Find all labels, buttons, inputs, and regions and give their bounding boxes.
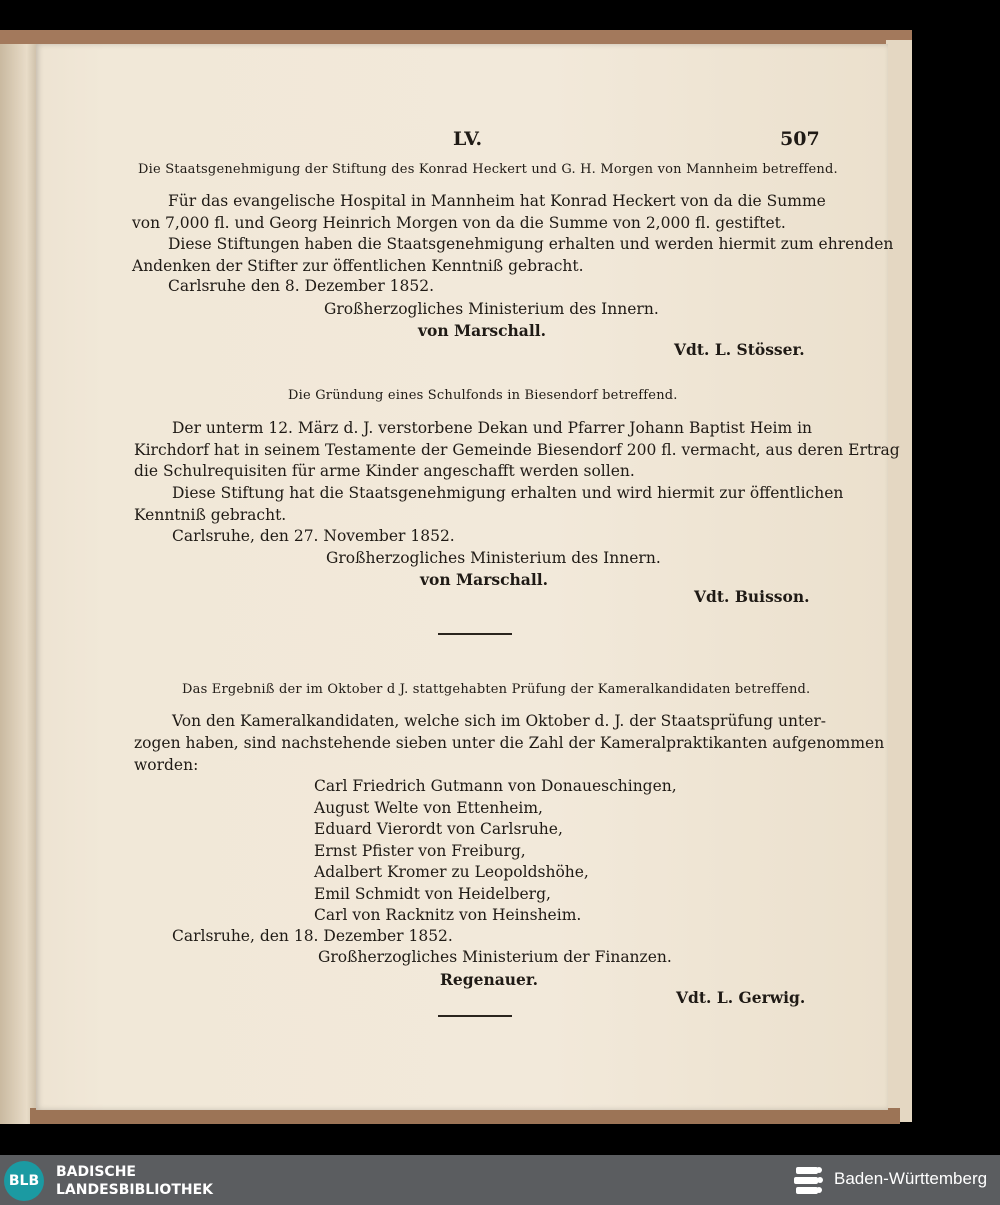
authority: Großherzogliches Ministerium des Innern. bbox=[324, 300, 659, 318]
section-divider bbox=[438, 1015, 512, 1017]
entry-title: Die Staatsgenehmigung der Stiftung des Konrad Heckert und G. H. Morgen von Mannheim betreffend. bbox=[138, 162, 838, 177]
vdt-signature: Vdt. L. Gerwig. bbox=[676, 988, 806, 1007]
footer-bar bbox=[0, 1155, 1000, 1205]
candidate-name: Carl Friedrich Gutmann von Donaueschingen, bbox=[314, 777, 677, 795]
lions-coat-of-arms-icon bbox=[790, 1163, 826, 1199]
vdt-signature: Vdt. L. Stösser. bbox=[674, 340, 805, 359]
book-cover-edge-bottom bbox=[30, 1108, 900, 1124]
page-stack-edge bbox=[886, 40, 912, 1122]
signer: Regenauer. bbox=[440, 970, 539, 989]
authority: Großherzogliches Ministerium des Innern. bbox=[326, 549, 661, 567]
paragraph-line: Diese Stiftungen haben die Staatsgenehmigung erhalten und werden hiermit zum ehrenden bbox=[168, 235, 894, 253]
place-date: Carlsruhe den 8. Dezember 1852. bbox=[168, 277, 435, 295]
paragraph-line: Für das evangelische Hospital in Mannheim hat Konrad Heckert von da die Summe bbox=[168, 192, 826, 210]
library-name-line2: LANDESBIBLIOTHEK bbox=[56, 1182, 214, 1198]
signer: von Marschall. bbox=[418, 321, 547, 340]
paragraph-line: Kirchdorf hat in seinem Testamente der Gemeinde Biesendorf 200 fl. vermacht, aus deren Ertrag bbox=[134, 441, 900, 459]
candidate-name: Ernst Pfister von Freiburg, bbox=[314, 842, 526, 860]
place-date: Carlsruhe, den 27. November 1852. bbox=[172, 527, 455, 545]
library-name bbox=[56, 1163, 213, 1199]
library-name-line1: BADISCHE bbox=[56, 1164, 136, 1180]
candidate-name: August Welte von Ettenheim, bbox=[314, 799, 543, 817]
paragraph-line: worden: bbox=[134, 756, 199, 774]
page-number: 507 bbox=[780, 128, 820, 150]
place-date: Carlsruhe, den 18. Dezember 1852. bbox=[172, 927, 453, 945]
state-name[interactable]: Baden-Württemberg bbox=[834, 1169, 988, 1188]
paragraph-line: Diese Stiftung hat die Staatsgenehmigung erhalten und wird hiermit zur öffentlichen bbox=[172, 484, 844, 502]
authority: Großherzogliches Ministerium der Finanzen. bbox=[318, 948, 672, 966]
entry-title: Die Gründung eines Schulfonds in Biesendorf betreffend. bbox=[288, 388, 678, 403]
candidate-name: Emil Schmidt von Heidelberg, bbox=[314, 885, 551, 903]
book-gutter bbox=[0, 44, 38, 1124]
candidate-name: Eduard Vierordt von Carlsruhe, bbox=[314, 820, 563, 838]
candidate-name: Carl von Racknitz von Heinsheim. bbox=[314, 906, 582, 924]
paragraph-line: zogen haben, sind nachstehende sieben unter die Zahl der Kameralpraktikanten aufgenommen bbox=[134, 734, 885, 752]
paragraph-line: Andenken der Stifter zur öffentlichen Kenntniß gebracht. bbox=[132, 257, 584, 275]
candidate-name: Adalbert Kromer zu Leopoldshöhe, bbox=[314, 863, 589, 881]
paragraph-line: Von den Kameralkandidaten, welche sich im Oktober d. J. der Staatsprüfung unter- bbox=[172, 712, 827, 730]
signer: von Marschall. bbox=[420, 570, 549, 589]
document-page bbox=[36, 44, 900, 1110]
paragraph-line: Kenntniß gebracht. bbox=[134, 506, 287, 524]
paragraph-line: von 7,000 fl. und Georg Heinrich Morgen von da die Summe von 2,000 fl. gestiftet. bbox=[132, 214, 786, 232]
vdt-signature: Vdt. Buisson. bbox=[694, 587, 810, 606]
section-divider bbox=[438, 633, 512, 635]
paragraph-line: die Schulrequisiten für arme Kinder angeschafft werden sollen. bbox=[134, 462, 635, 480]
blb-logo[interactable]: BLB bbox=[4, 1161, 44, 1201]
paragraph-line: Der unterm 12. März d. J. verstorbene Dekan und Pfarrer Johann Baptist Heim in bbox=[172, 419, 813, 437]
section-number: LV. bbox=[453, 128, 483, 150]
entry-title: Das Ergebniß der im Oktober d J. stattgehabten Prüfung der Kameralkandidaten betreffend. bbox=[182, 682, 811, 697]
